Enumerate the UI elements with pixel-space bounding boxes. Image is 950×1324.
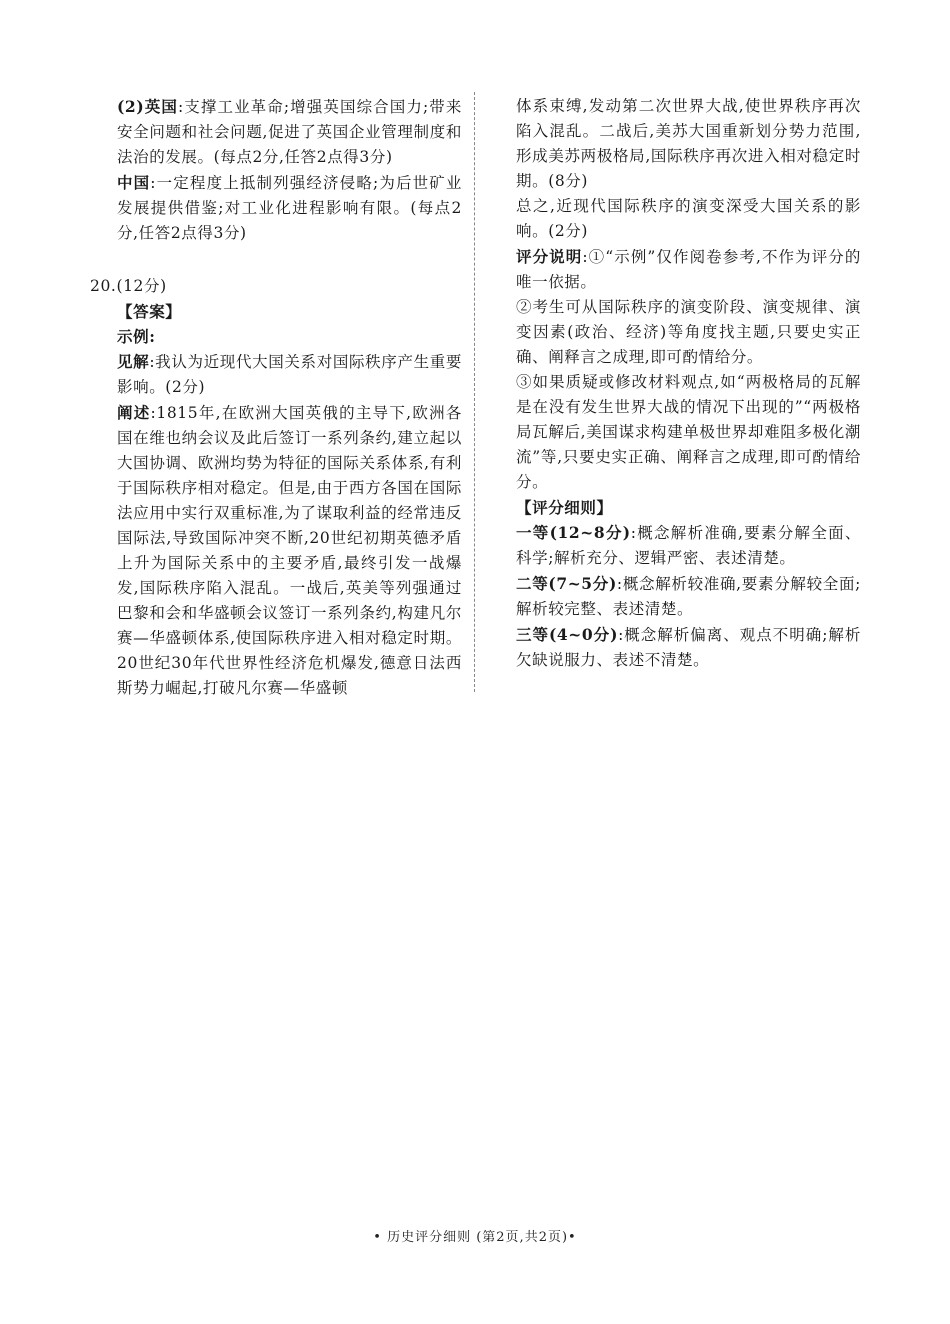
elaborate-paragraph (117, 400, 462, 701)
scoring-note-label: 评分说明 (516, 247, 583, 266)
rubric-tier-1 (516, 520, 861, 571)
elaborate-label: 阐述 (117, 403, 151, 422)
q19-britain-paragraph (117, 94, 462, 170)
tier3-text: :概念解析偏离、观点不明确;解析欠缺说服力、表述不清楚。 (516, 626, 861, 669)
tier3-range: (4~0分) (548, 625, 619, 644)
tier2-label: 二等 (516, 574, 549, 593)
elaborate-text: :1815年,在欧洲大国英俄的主导下,欧洲各国在维也纳会议及此后签订一系列条约,建立起以大国协调、欧洲均势为特征的国际关系体系,有利于国际秩序相对稳定。但是,由于西方各国在国际法应用中实行双重标准,为了谋取利益的经常违反国际法,导致国际冲突不断,20世纪初期英德矛盾上升为国际关系中的主要矛盾,最终引发一战爆发,国际秩序陷入混乱。一战后,英美等列强通过巴黎和会和华盛顿会议签订一系列条约,构建凡尔赛—华盛顿体系,使国际秩序进入相对稳定时期。20世纪30年代世界性经济危机爆发,德意日法西斯势力崛起,打破凡尔赛—华盛顿 (117, 404, 462, 697)
tier3-label: 三等 (516, 625, 549, 644)
tier1-range: (12~8分) (549, 523, 631, 542)
question-number: 20.(12分) (90, 277, 167, 295)
china-text: :一定程度上抵制列强经济侵略;为后世矿业发展提供借鉴;对工业化进程影响有限。(每点2分,任答2点得3分) (117, 174, 462, 242)
view-label: 见解 (117, 352, 150, 371)
scoring-note-1-text: :①“示例”仅作阅卷参考,不作为评分的唯一依据。 (516, 248, 861, 291)
scoring-note-3: ③如果质疑或修改材料观点,如“两极格局的瓦解是在没有发生世界大战的情况下出现的”“两极格局瓦解后,美国谋求构建单极世界却难阻多极化潮流”等,只要史实正确、阐释言之成理,即可酌情给分。 (516, 373, 861, 491)
right-column (516, 94, 861, 673)
tier1-label: 一等 (516, 523, 550, 542)
view-paragraph (117, 349, 462, 400)
continuation-paragraph: 体系束缚,发动第二次世界大战,使世界秩序再次陷入混乱。二战后,美苏大国重新划分势力范围,形成美苏两极格局,国际秩序再次进入相对稳定时期。(8分) (516, 97, 861, 190)
scoring-note-2: ②考生可从国际秩序的演变阶段、演变规律、演变因素(政治、经济)等角度找主题,只要史实正确、阐释言之成理,即可酌情给分。 (516, 298, 861, 366)
britain-text: :支撑工业革命;增强英国综合国力;带来安全问题和社会问题,促进了英国企业管理制度和法治的发展。(每点2分,任答2点得3分) (117, 98, 462, 166)
q19-china-paragraph (117, 170, 462, 246)
answer-heading: 【答案】 (117, 302, 182, 321)
view-text: :我认为近现代大国关系对国际秩序产生重要影响。(2分) (117, 353, 462, 396)
page-footer: • 历史评分细则 (第2页,共2页)• (373, 1230, 577, 1245)
rubric-tier-2 (516, 571, 861, 622)
example-label: 示例: (117, 327, 156, 346)
summary-paragraph: 总之,近现代国际秩序的演变深受大国关系的影响。(2分) (516, 197, 861, 240)
scoring-note-1 (516, 244, 861, 295)
tier2-text: :概念解析较准确,要素分解较全面;解析较完整、表述清楚。 (516, 575, 861, 618)
rubric-tier-3 (516, 622, 861, 673)
china-label: 中国 (117, 173, 151, 192)
left-column (90, 94, 462, 701)
tier2-range: (7~5分) (548, 574, 617, 593)
tier1-text: :概念解析准确,要素分解全面、科学;解析充分、逻辑严密、表述清楚。 (516, 524, 861, 567)
britain-label: (2)英国 (117, 97, 178, 116)
column-divider (474, 92, 475, 692)
spacer (117, 246, 462, 274)
rubric-heading: 【评分细则】 (516, 498, 613, 517)
